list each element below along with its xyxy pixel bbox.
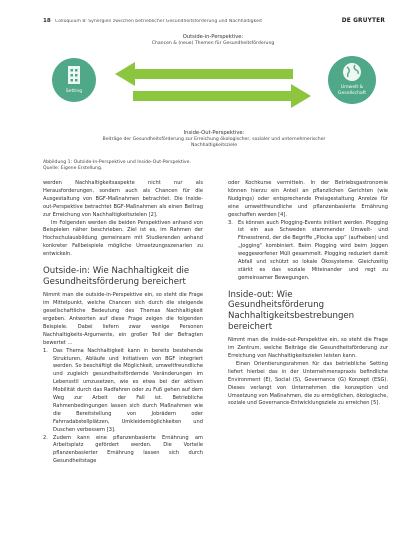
left-paragraph-2: Im Folgenden werden die beiden Perspektiven anhand von Beispielen näher beschrieben. Ziel ist es, im Rahmen der Hochschulausbildung gemeinsam mit Studierenden anhand konkreter Fallbeispiele mögliche Umsetzungsszenarien zu entwickeln.: [43, 219, 203, 258]
environment-label-line1: Umwelt &: [340, 85, 364, 90]
globe-icon: [328, 56, 376, 104]
list-text: Es können auch Plogging-Events initiiert werden. Plogging ist ein aus Schweden stammender Umwelt- und Fitnesstrend, der die Begriffe „Plocka upp“ (aufheben) und „Jogging“ kombiniert. Beim Plogging wird beim Joggen weggeworfener Müll gesammelt. Plogging reduziert damit Abfall und schützt so lokale Ökosysteme. Gleichzeitig stärkt es das soziale Miteinander und regt zu gemeinsamer Bewegungen.: [238, 219, 388, 281]
setting-label: Setting: [65, 89, 83, 94]
caption-line2: Quelle: Eigene Erstellung.: [43, 166, 103, 172]
building-icon: [52, 58, 96, 102]
running-title: Colloquium 8: Synergien zwischen betrieblicher Gesundheitsförderung und Nachhaltigkeit: [55, 18, 262, 24]
left-paragraph-3: Nimmt man die outside-in-Perspektive ein, so steht die Frage im Mittelpunkt, welche Chancen sich durch die steigende gesellschaftliche Bedeutung des Themas Nachhaltigkeit ergeben. Antworten auf diese Frage zeigen die folgenden Beispiele. Dabei liefern zwar wenige Personen Nachhaltigkeits-Argumente, ein großer Teil der Befragten bewertet …: [43, 292, 203, 346]
figure-caption: [43, 160, 223, 172]
setting-circle: [52, 58, 96, 102]
right-column: [228, 180, 388, 408]
environment-label: [328, 85, 376, 96]
list-number: 3.: [228, 219, 233, 226]
figure-bottom-line2: Nachhaltigkeitsziele: [190, 143, 238, 149]
figure-top-title: Outside-in-Perspektive:: [182, 34, 244, 40]
list-text: Zudem kann eine pflanzenbasierte Ernährung am Arbeitsplatz gefördert werden. Die Vorteile pflanzenbasierter Ernährung lassen sich durch Gesundheitstage: [53, 434, 203, 465]
section-heading-inside-out: Inside-out: Wie Gesundheitsförderung Nachhaltigkeitsbestrebungen bereichert: [228, 289, 355, 332]
left-column: [43, 180, 203, 466]
arrow-right: [133, 84, 311, 108]
right-paragraph-2: Einen Orientierungsrahmen für das betriebliche Setting liefert hierbei das in der Unternehmenspraxis befindliche Environment (E), Social (S), Governance (G) Konzept (ESG). Dieses verlangt von Unternehmen die konzeption und Umsetzung von Maßnahmen, die zu ermöglichen, ökologische, soziale und Governance-Entwicklungsziele zu erreichen [5].: [228, 360, 388, 407]
caption-line1: Abbildung 1: Outside-In-Perspektive und Inside-Out-Perspektive.: [43, 160, 191, 165]
list-item: [43, 348, 203, 435]
page-header: [43, 16, 385, 26]
figure-bottom-label: [48, 130, 380, 150]
page-number: 18: [43, 18, 51, 24]
arrow-left: [115, 62, 293, 86]
environment-circle: [328, 56, 376, 104]
publisher-logo: DE GRUYTER: [341, 18, 385, 24]
figure-bottom-title: Inside-Out-Perspektive:: [183, 130, 245, 136]
figure-perspectives: [43, 34, 385, 154]
figure-bottom-line1: Beiträge der Gesundheitsförderung zur Erreichung ökologischer, sozialer und unternehmerischer: [102, 137, 326, 143]
figure-top-subtitle: Chancen & (neue) Themen für Gesundheitsförderung: [151, 41, 275, 47]
section-heading-outside-in: Outside-in: Wie Nachhaltigkeit die Gesundheitsförderung bereichert: [43, 266, 190, 287]
right-intro-paragraph: oder Kochkurse vermitteln. In der Betriebsgastronomie können hierzu ein Anteil an pflanzlichen Gerichten (wie Nudgings) oder entsprechende Preisgestaltung Anreize für eine umweltfreundliche und pflanzenbasierte Ernährung geschaffen werden [4].: [228, 180, 388, 218]
left-intro-paragraph: werden Nachhaltigkeitsaspekte nicht nur als Herausforderungen, sondern auch als Chancen für die Ausgestaltung von BGF-Maßnahmen betrachtet. Die Inside-out-Perspektive betrachtet BGF-Maßnahmen als einen Beitrag zur Erreichung von Nachhaltigkeitszielen [2].: [43, 180, 203, 218]
environment-label-line2: Gesellschaft: [337, 90, 367, 96]
list-number: 2.: [43, 434, 48, 441]
right-paragraph-1: Nimmt man die inside-out-Perspektive ein, so steht die Frage im Zentrum, welche Beiträge die Gesundheitsförderung zur Erreichung von Nachhaltigkeitszielen leisten kann.: [228, 337, 388, 359]
list-item: [43, 435, 203, 467]
list-text: Das Thema Nachhaltigkeit kann in bereits bestehende Strukturen, Abläufe und Initiativen von BGF integriert werden. So beschäftigt die Möglichkeit, umweltfreundliche und zugleich gesundheitsfördernde Veränderungen im Lebensstil umzusetzen, wie es etwa bei der aktiven Mobilität durch das Radfahren oder zu Fuß gehen auf dem Weg zur Arbeit der Fall ist. Betriebliche Rahmenbedingungen lassen sich durch Maßnahmen wie die Bereitstellung von Jobrädern oder Fahrradabstellplätzen, Umkleidemöglichkeiten und Duschen verbessern [3].: [53, 347, 203, 433]
list-number: 1.: [43, 347, 48, 354]
list-item: [228, 220, 388, 283]
